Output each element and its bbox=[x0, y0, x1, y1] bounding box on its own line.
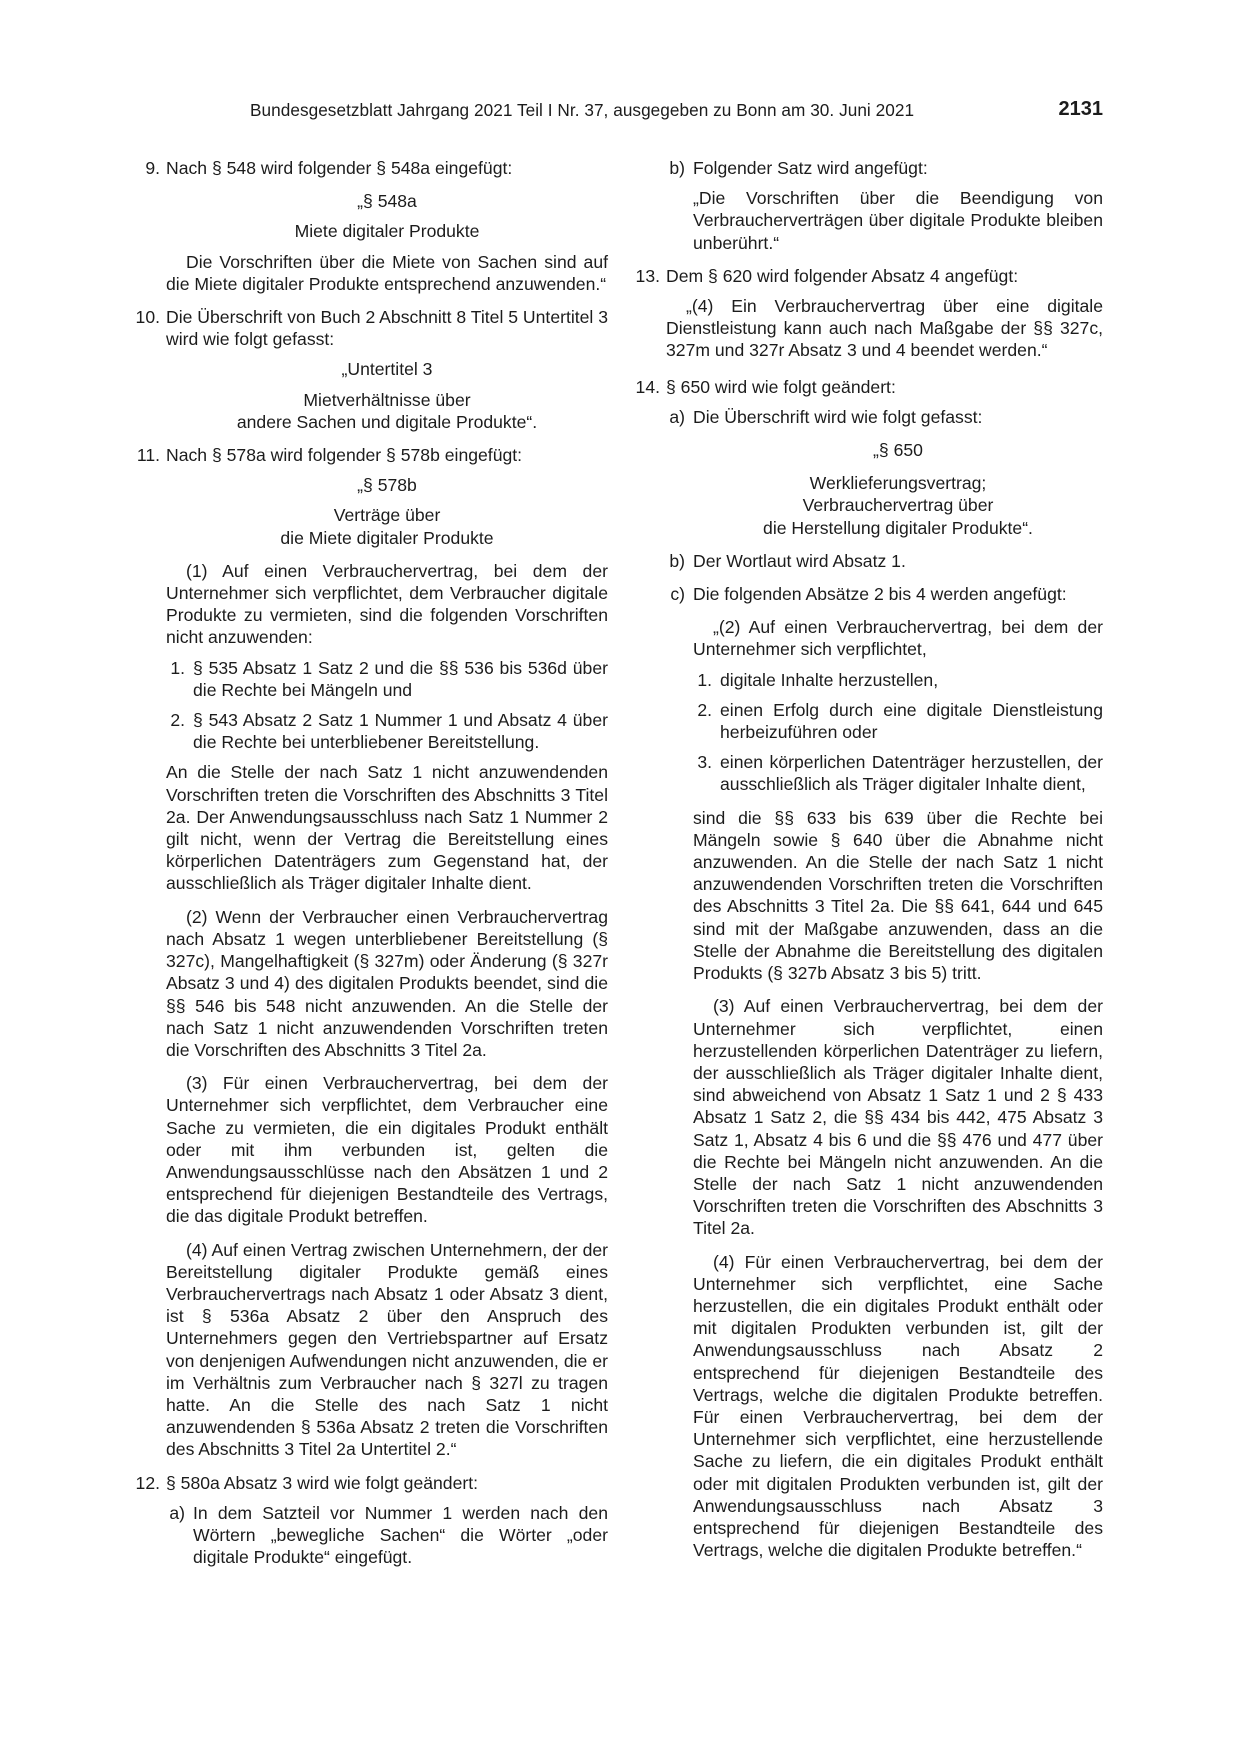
enumeration-number: 3. bbox=[697, 752, 712, 773]
amendment-item-11 bbox=[127, 444, 608, 466]
section-number: „§ 578b bbox=[357, 475, 417, 496]
page-number: 2131 bbox=[1058, 98, 1103, 120]
heading-line: Mietverhältnisse über bbox=[303, 389, 471, 410]
amendment-item-12 bbox=[127, 1472, 608, 1494]
right-column bbox=[627, 157, 1103, 1561]
sub-item-text: In dem Satzteil vor Nummer 1 werden nach den Wörtern „bewegliche Sachen“ die Wörter „oder digitale Produkte“ eingefügt. bbox=[193, 1502, 608, 1568]
amendment-instruction: § 650 wird wie folgt geändert: bbox=[666, 376, 896, 397]
sub-item-letter: a) bbox=[169, 1502, 185, 1523]
heading-line: die Miete digitaler Produkte bbox=[280, 527, 494, 548]
amendment-instruction: § 580a Absatz 3 wird wie folgt geändert: bbox=[166, 1472, 478, 1493]
page-header bbox=[250, 98, 1103, 128]
enumeration-item-2 bbox=[693, 699, 1103, 743]
amendment-instruction: Dem § 620 wird folgender Absatz 4 angefügt: bbox=[666, 265, 1019, 286]
section-number: „§ 548a bbox=[357, 191, 417, 212]
section-text: Die Vorschriften über die Miete von Sachen sind auf die Miete digitaler Produkte entsprechend anzuwenden.“ bbox=[166, 251, 608, 294]
amendment-instruction: Nach § 548 wird folgender § 548a eingefügt: bbox=[166, 158, 513, 178]
section-heading: Miete digitaler Produkte bbox=[294, 221, 480, 242]
running-title: Bundesgesetzblatt Jahrgang 2021 Teil I Nr. 37, ausgegeben zu Bonn am 30. Juni 2021 bbox=[250, 100, 915, 120]
subtitle-heading bbox=[166, 389, 608, 433]
left-column bbox=[127, 157, 608, 1568]
enumeration-number: 2. bbox=[170, 710, 185, 731]
paragraph-2-continuation: sind die §§ 633 bis 639 über die Rechte bei Mängeln sowie § 640 über die Abnahme nicht anzuwenden. An die Stelle der nach Satz 1 nicht anzuwendenden Vorschriften treten die Vorschriften des Abschnitts 3 Titel 2a. Die §§ 641, 644 und 645 sind mit der Maßgabe anzuwenden, dass an die Stelle der Abnahme die Bereitstellung des digitalen Produkts (§ 327b Absatz 3 bis 5) tritt. bbox=[693, 807, 1103, 984]
enumeration-number: 1. bbox=[170, 657, 185, 678]
heading-line: Verträge über bbox=[333, 505, 441, 526]
item-number: 9. bbox=[145, 158, 160, 178]
quoted-sentence: „Die Vorschriften über die Beendigung von Verbraucherverträgen über digitale Produkte bleiben unberührt.“ bbox=[693, 188, 1103, 253]
amendment-item-10 bbox=[127, 306, 608, 350]
enumeration-text: § 543 Absatz 2 Satz 1 Nummer 1 und Absatz 4 über die Rechte bei unterbliebener Bereitstellung. bbox=[193, 710, 608, 753]
sub-item-text: Der Wortlaut wird Absatz 1. bbox=[693, 550, 906, 571]
paragraph-1: (1) Auf einen Verbrauchervertrag, bei dem der Unternehmer sich verpflichtet, dem Verbraucher digitale Produkte zu vermieten, sind die folgenden Vorschriften nicht anzuwenden: bbox=[166, 560, 608, 648]
sub-item-a bbox=[666, 406, 1103, 428]
amendment-instruction: Nach § 578a wird folgender § 578b eingefügt: bbox=[166, 445, 523, 466]
enumeration-item-3 bbox=[693, 751, 1103, 795]
heading-line: die Herstellung digitaler Produkte“. bbox=[763, 517, 1033, 538]
section-number: „§ 650 bbox=[873, 440, 923, 461]
section-heading bbox=[693, 472, 1103, 539]
amendment-item-9 bbox=[127, 157, 608, 179]
sub-item-letter: b) bbox=[669, 158, 685, 178]
sub-item-text: Die Überschrift wird wie folgt gefasst: bbox=[693, 406, 983, 427]
sub-item-letter: a) bbox=[669, 406, 685, 427]
enumeration-number: 2. bbox=[697, 699, 712, 720]
enumeration-text: einen körperlichen Datenträger herzustellen, der ausschließlich als Träger digitaler Inhalte dient, bbox=[720, 752, 1103, 795]
sub-item-text: Die folgenden Absätze 2 bis 4 werden angefügt: bbox=[693, 584, 1067, 605]
paragraph-3: (3) Auf einen Verbrauchervertrag, bei dem der Unternehmer sich verpflichtet, einen herzustellenden körperlichen Datenträger zu liefern, der ausschließlich als Träger digitaler Inhalte dient, sind abweichend von Absatz 1 Satz 1 und 2 § 433 Absatz 1 Satz 2, die §§ 434 bis 442, 475 Absatz 3 Satz 1, Absatz 4 bis 6 und die §§ 476 und 477 über die Rechte bei Mängeln nicht anzuwenden. An die Stelle der nach Satz 1 nicht anzuwendenden Vorschriften treten die Vorschriften des Abschnitts 3 Titel 2a. bbox=[693, 996, 1103, 1239]
section-heading bbox=[166, 504, 608, 548]
item-number: 14. bbox=[635, 376, 660, 397]
amendment-item-14 bbox=[627, 376, 1103, 398]
enumeration-text: § 535 Absatz 1 Satz 2 und die §§ 536 bis 536d über die Rechte bei Mängeln und bbox=[193, 657, 608, 700]
paragraph-2: „(2) Auf einen Verbrauchervertrag, bei dem der Unternehmer sich verpflichtet, bbox=[693, 617, 1103, 660]
sub-item-a bbox=[166, 1502, 608, 1569]
sub-item-c bbox=[666, 583, 1103, 605]
heading-line: andere Sachen und digitale Produkte“. bbox=[236, 411, 538, 432]
item-number: 12. bbox=[135, 1472, 160, 1493]
amendment-item-13 bbox=[627, 265, 1103, 287]
amendment-instruction: Die Überschrift von Buch 2 Abschnitt 8 Titel 5 Untertitel 3 wird wie folgt gefasst: bbox=[166, 307, 609, 350]
paragraph-3: (3) Für einen Verbrauchervertrag, bei dem der Unternehmer sich verpflichtet, dem Verbraucher eine Sache zu vermieten, die ein digitales Produkt enthält oder mit ihm verbunden ist, gelten die Anwendungsausschlüsse nach den Absätzen 1 und 2 entsprechend für diejenigen Bestandteile des Vertrags, die das digitale Produkt betreffen. bbox=[166, 1073, 608, 1227]
sub-item-letter: b) bbox=[669, 550, 685, 571]
item-number: 13. bbox=[635, 265, 660, 286]
enumeration-text: digitale Inhalte herzustellen, bbox=[720, 669, 939, 690]
sub-item-letter: c) bbox=[670, 584, 685, 605]
item-number: 10. bbox=[135, 307, 160, 328]
sub-item-b bbox=[666, 550, 1103, 572]
paragraph-4: (4) Für einen Verbrauchervertrag, bei dem der Unternehmer sich verpflichtet, eine Sache herzustellen, die ein digitales Produkt enthält oder mit digitalen Produkten verbunden ist, gilt der Anwendungsausschluss nach Absatz 2 entsprechend für diejenigen Bestandteile des Vertrags, welche die digitalen Produkte betreffen. Für einen Verbrauchervertrag, bei dem der Unternehmer sich verpflichtet, eine herzustellende Sache zu liefern, die ein digitales Produkt enthält oder mit digitalen Produkten verbunden ist, gilt der Anwendungsausschluss nach Absatz 3 entsprechend für diejenigen Bestandteile des Vertrags, welche die digitalen Produkte betreffen.“ bbox=[693, 1251, 1103, 1561]
enumeration-item-1 bbox=[166, 657, 608, 701]
enumeration-text: einen Erfolg durch eine digitale Dienstleistung herbeizuführen oder bbox=[720, 699, 1103, 743]
quoted-paragraph: „(4) Ein Verbrauchervertrag über eine digitale Dienstleistung kann auch nach Maßgabe der §§ 327c, 327m und 327r Absatz 3 und 4 beendet werden.“ bbox=[666, 296, 1103, 361]
subtitle-number: „Untertitel 3 bbox=[341, 359, 433, 380]
paragraph-4: (4) Auf einen Vertrag zwischen Unternehmern, der der Bereitstellung digitaler Produkte gemäß eines Verbrauchervertrags nach Absatz 1 oder Absatz 3 dient, ist § 536a Absatz 2 über den Anspruch des Unternehmers gegen den Vertriebspartner auf Ersatz von denjenigen Aufwendungen nicht anzuwenden, die er im Verhältnis zum Verbraucher nach § 327l zu tragen hatte. An die Stelle des nach Satz 1 nicht anzuwendenden § 536a Absatz 2 treten die Vorschriften des Abschnitts 3 Titel 2a Untertitel 2.“ bbox=[166, 1239, 608, 1460]
enumeration-item-1 bbox=[693, 669, 1103, 691]
paragraph-1-continuation: An die Stelle der nach Satz 1 nicht anzuwendenden Vorschriften treten die Vorschriften des Abschnitts 3 Titel 2a. Der Anwendungsausschluss nach Satz 1 Nummer 2 gilt nicht, wenn der Vertrag die Bereitstellung eines körperlichen Datenträgers zum Gegenstand hat, der ausschließlich als Träger digitaler Inhalte dient. bbox=[166, 762, 608, 894]
sub-item-b bbox=[666, 157, 1103, 179]
item-number: 11. bbox=[136, 445, 160, 466]
heading-line: Werklieferungsvertrag; bbox=[809, 473, 987, 494]
paragraph-2: (2) Wenn der Verbraucher einen Verbrauchervertrag nach Absatz 1 wegen unterbliebener Bereitstellung (§ 327c), Mangelhaftigkeit (§ 327m) oder Änderung (§ 327r Absatz 3 und 4) des digitalen Produkts beendet, sind die §§ 546 bis 548 nicht anzuwenden. An die Stelle der nach Satz 1 nicht anzuwendenden Vorschriften treten die Vorschriften des Abschnitts 3 Titel 2a. bbox=[166, 906, 608, 1060]
sub-item-text: Folgender Satz wird angefügt: bbox=[693, 158, 928, 178]
heading-line: Verbrauchervertrag über bbox=[802, 495, 994, 516]
enumeration-number: 1. bbox=[697, 669, 712, 690]
enumeration-item-2 bbox=[166, 709, 608, 753]
